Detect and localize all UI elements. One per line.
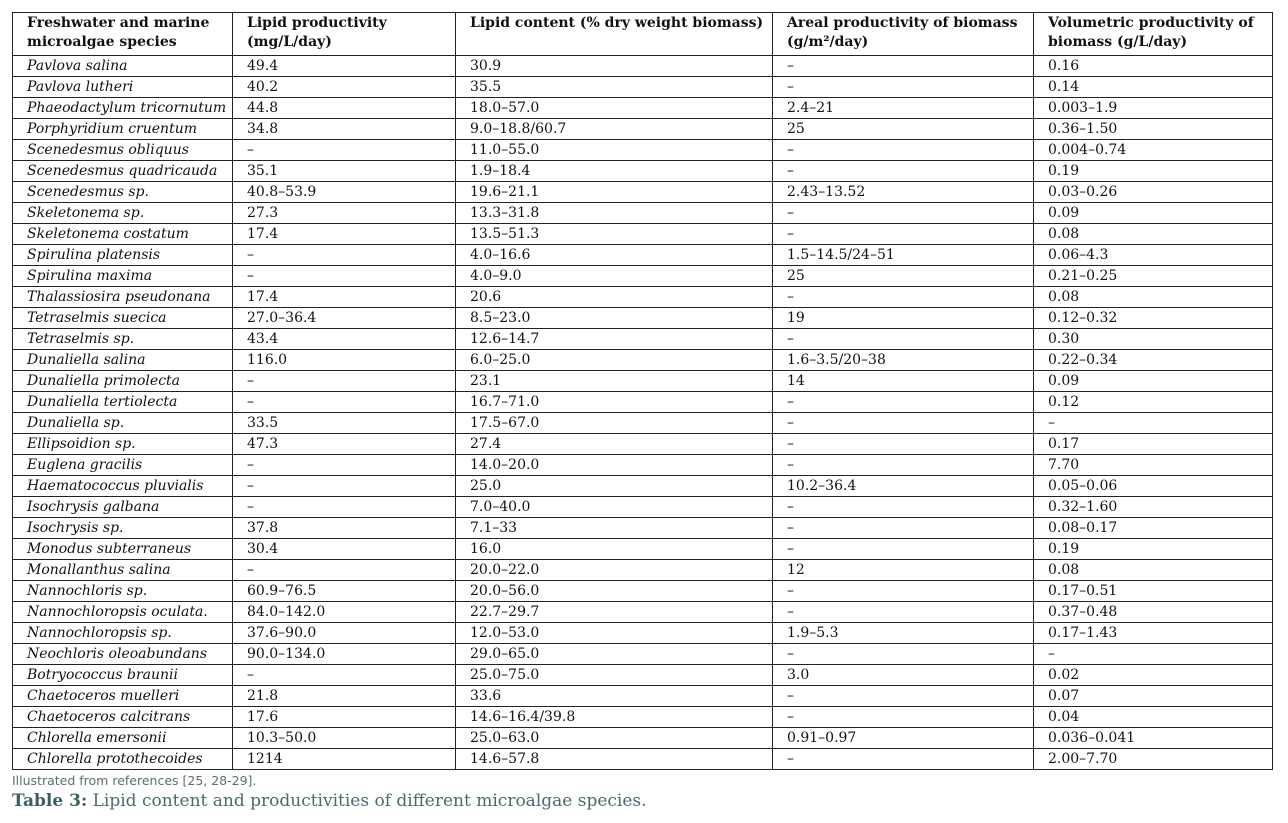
cell-lipid-productivity: – <box>233 455 456 476</box>
cell-areal-productivity: – <box>773 56 1034 77</box>
table-row <box>13 707 1273 728</box>
cell-areal-productivity: 14 <box>773 371 1034 392</box>
cell-volumetric-productivity: 0.37–0.48 <box>1034 602 1273 623</box>
cell-volumetric-productivity: 0.36–1.50 <box>1034 119 1273 140</box>
cell-lipid-content: 30.9 <box>456 56 773 77</box>
cell-species: Chlorella protothecoides <box>13 749 233 770</box>
header-lipid-productivity: Lipid productivity (mg/L/day) <box>233 13 456 56</box>
cell-species: Pavlova lutheri <box>13 77 233 98</box>
table-row <box>13 749 1273 770</box>
table-row <box>13 266 1273 287</box>
cell-areal-productivity: – <box>773 707 1034 728</box>
cell-lipid-productivity: – <box>233 245 456 266</box>
table-row <box>13 560 1273 581</box>
cell-species: Tetraselmis suecica <box>13 308 233 329</box>
table-row <box>13 182 1273 203</box>
cell-volumetric-productivity: 2.00–7.70 <box>1034 749 1273 770</box>
table-row <box>13 119 1273 140</box>
table-row <box>13 665 1273 686</box>
table-row <box>13 308 1273 329</box>
cell-lipid-productivity: 60.9–76.5 <box>233 581 456 602</box>
cell-lipid-productivity: 90.0–134.0 <box>233 644 456 665</box>
table-row <box>13 287 1273 308</box>
cell-lipid-content: 25.0–75.0 <box>456 665 773 686</box>
cell-lipid-content: 4.0–9.0 <box>456 266 773 287</box>
cell-lipid-content: 8.5–23.0 <box>456 308 773 329</box>
cell-species: Isochrysis galbana <box>13 497 233 518</box>
cell-lipid-content: 20.0–56.0 <box>456 581 773 602</box>
cell-areal-productivity: – <box>773 434 1034 455</box>
table-row <box>13 140 1273 161</box>
cell-species: Pavlova salina <box>13 56 233 77</box>
cell-areal-productivity: 25 <box>773 119 1034 140</box>
cell-lipid-productivity: 1214 <box>233 749 456 770</box>
cell-species: Chaetoceros calcitrans <box>13 707 233 728</box>
cell-lipid-productivity: 37.8 <box>233 518 456 539</box>
table-row <box>13 644 1273 665</box>
cell-lipid-productivity: 17.4 <box>233 224 456 245</box>
cell-lipid-productivity: 21.8 <box>233 686 456 707</box>
cell-lipid-content: 7.0–40.0 <box>456 497 773 518</box>
cell-volumetric-productivity: 0.14 <box>1034 77 1273 98</box>
cell-lipid-productivity: – <box>233 371 456 392</box>
cell-lipid-productivity: 49.4 <box>233 56 456 77</box>
cell-species: Botryococcus braunii <box>13 665 233 686</box>
cell-species: Chlorella emersonii <box>13 728 233 749</box>
cell-lipid-productivity: – <box>233 476 456 497</box>
table-row <box>13 497 1273 518</box>
table-row <box>13 686 1273 707</box>
cell-species: Porphyridium cruentum <box>13 119 233 140</box>
header-lipid-content: Lipid content (% dry weight biomass) <box>456 13 773 56</box>
cell-lipid-content: 27.4 <box>456 434 773 455</box>
cell-species: Spirulina platensis <box>13 245 233 266</box>
cell-lipid-content: 16.0 <box>456 539 773 560</box>
cell-lipid-content: 25.0–63.0 <box>456 728 773 749</box>
table-row <box>13 98 1273 119</box>
cell-lipid-content: 1.9–18.4 <box>456 161 773 182</box>
cell-areal-productivity: 25 <box>773 266 1034 287</box>
cell-lipid-productivity: – <box>233 392 456 413</box>
cell-volumetric-productivity: 0.003–1.9 <box>1034 98 1273 119</box>
cell-areal-productivity: – <box>773 749 1034 770</box>
cell-lipid-productivity: 47.3 <box>233 434 456 455</box>
cell-species: Nannochloropsis oculata. <box>13 602 233 623</box>
cell-species: Monodus subterraneus <box>13 539 233 560</box>
cell-volumetric-productivity: 0.19 <box>1034 539 1273 560</box>
table-row <box>13 371 1273 392</box>
microalgae-table <box>12 12 1273 770</box>
table-row <box>13 623 1273 644</box>
cell-volumetric-productivity: 0.08 <box>1034 560 1273 581</box>
cell-lipid-content: 17.5–67.0 <box>456 413 773 434</box>
cell-lipid-productivity: 40.8–53.9 <box>233 182 456 203</box>
cell-species: Tetraselmis sp. <box>13 329 233 350</box>
table-row <box>13 245 1273 266</box>
cell-lipid-content: 6.0–25.0 <box>456 350 773 371</box>
cell-species: Scenedesmus quadricauda <box>13 161 233 182</box>
cell-species: Monallanthus salina <box>13 560 233 581</box>
table-header-row <box>13 13 1273 56</box>
cell-lipid-content: 14.6–16.4/39.8 <box>456 707 773 728</box>
header-species: Freshwater and marine microalgae species <box>13 13 233 56</box>
cell-lipid-productivity: 17.4 <box>233 287 456 308</box>
cell-species: Phaeodactylum tricornutum <box>13 98 233 119</box>
cell-volumetric-productivity: 0.16 <box>1034 56 1273 77</box>
cell-volumetric-productivity: 0.09 <box>1034 371 1273 392</box>
cell-lipid-productivity: 43.4 <box>233 329 456 350</box>
cell-lipid-productivity: 10.3–50.0 <box>233 728 456 749</box>
cell-volumetric-productivity: 0.08 <box>1034 224 1273 245</box>
cell-species: Dunaliella tertiolecta <box>13 392 233 413</box>
cell-lipid-content: 20.6 <box>456 287 773 308</box>
cell-volumetric-productivity: 0.12 <box>1034 392 1273 413</box>
cell-volumetric-productivity: 0.12–0.32 <box>1034 308 1273 329</box>
cell-volumetric-productivity: 0.04 <box>1034 707 1273 728</box>
cell-lipid-content: 16.7–71.0 <box>456 392 773 413</box>
cell-areal-productivity: – <box>773 413 1034 434</box>
table-row <box>13 476 1273 497</box>
caption-text: Lipid content and productivities of different microalgae species. <box>87 791 647 811</box>
cell-lipid-productivity: 17.6 <box>233 707 456 728</box>
cell-lipid-content: 12.0–53.0 <box>456 623 773 644</box>
table-row <box>13 434 1273 455</box>
document <box>12 12 1272 812</box>
cell-areal-productivity: 3.0 <box>773 665 1034 686</box>
cell-volumetric-productivity: 0.06–4.3 <box>1034 245 1273 266</box>
cell-volumetric-productivity: 0.17–1.43 <box>1034 623 1273 644</box>
table-row <box>13 77 1273 98</box>
caption-label: Table 3: <box>12 791 88 811</box>
cell-species: Dunaliella salina <box>13 350 233 371</box>
cell-lipid-productivity: – <box>233 266 456 287</box>
cell-areal-productivity: – <box>773 329 1034 350</box>
cell-lipid-productivity: – <box>233 497 456 518</box>
cell-areal-productivity: 12 <box>773 560 1034 581</box>
cell-areal-productivity: 10.2–36.4 <box>773 476 1034 497</box>
cell-species: Spirulina maxima <box>13 266 233 287</box>
cell-volumetric-productivity: 0.09 <box>1034 203 1273 224</box>
table-note: Illustrated from references [25, 28-29]. <box>12 773 257 788</box>
cell-areal-productivity: 2.43–13.52 <box>773 182 1034 203</box>
cell-volumetric-productivity: 0.30 <box>1034 329 1273 350</box>
cell-areal-productivity: – <box>773 287 1034 308</box>
table-row <box>13 56 1273 77</box>
cell-lipid-productivity: 27.0–36.4 <box>233 308 456 329</box>
cell-areal-productivity: 0.91–0.97 <box>773 728 1034 749</box>
cell-volumetric-productivity: 0.036–0.041 <box>1034 728 1273 749</box>
table-row <box>13 455 1273 476</box>
cell-areal-productivity: 2.4–21 <box>773 98 1034 119</box>
cell-lipid-content: 14.6–57.8 <box>456 749 773 770</box>
cell-lipid-content: 19.6–21.1 <box>456 182 773 203</box>
cell-lipid-content: 12.6–14.7 <box>456 329 773 350</box>
cell-species: Thalassiosira pseudonana <box>13 287 233 308</box>
cell-species: Chaetoceros muelleri <box>13 686 233 707</box>
cell-areal-productivity: – <box>773 539 1034 560</box>
cell-lipid-content: 25.0 <box>456 476 773 497</box>
cell-volumetric-productivity: 7.70 <box>1034 455 1273 476</box>
cell-volumetric-productivity: – <box>1034 413 1273 434</box>
header-areal-productivity: Areal productivity of biomass (g/m²/day) <box>773 13 1034 56</box>
cell-species: Euglena gracilis <box>13 455 233 476</box>
cell-volumetric-productivity: 0.08 <box>1034 287 1273 308</box>
cell-lipid-productivity: 44.8 <box>233 98 456 119</box>
cell-lipid-productivity: – <box>233 560 456 581</box>
cell-areal-productivity: – <box>773 602 1034 623</box>
table-row <box>13 350 1273 371</box>
cell-areal-productivity: – <box>773 644 1034 665</box>
cell-species: Isochrysis sp. <box>13 518 233 539</box>
cell-areal-productivity: – <box>773 77 1034 98</box>
cell-volumetric-productivity: 0.32–1.60 <box>1034 497 1273 518</box>
cell-species: Neochloris oleoabundans <box>13 644 233 665</box>
cell-lipid-content: 29.0–65.0 <box>456 644 773 665</box>
cell-lipid-productivity: – <box>233 665 456 686</box>
cell-lipid-content: 35.5 <box>456 77 773 98</box>
cell-lipid-content: 11.0–55.0 <box>456 140 773 161</box>
table-row <box>13 539 1273 560</box>
cell-species: Nannochloris sp. <box>13 581 233 602</box>
cell-volumetric-productivity: 0.03–0.26 <box>1034 182 1273 203</box>
table-row <box>13 329 1273 350</box>
cell-lipid-productivity: 35.1 <box>233 161 456 182</box>
cell-areal-productivity: – <box>773 203 1034 224</box>
cell-species: Nannochloropsis sp. <box>13 623 233 644</box>
cell-volumetric-productivity: 0.17 <box>1034 434 1273 455</box>
cell-areal-productivity: – <box>773 455 1034 476</box>
cell-lipid-productivity: 33.5 <box>233 413 456 434</box>
table-row <box>13 392 1273 413</box>
cell-areal-productivity: – <box>773 392 1034 413</box>
cell-lipid-content: 20.0–22.0 <box>456 560 773 581</box>
cell-volumetric-productivity: 0.02 <box>1034 665 1273 686</box>
cell-species: Scenedesmus sp. <box>13 182 233 203</box>
table-caption <box>12 790 1272 812</box>
table-row <box>13 602 1273 623</box>
header-volumetric-productivity: Volumetric productivity of biomass (g/L/day) <box>1034 13 1273 56</box>
cell-areal-productivity: 1.6–3.5/20–38 <box>773 350 1034 371</box>
table-row <box>13 203 1273 224</box>
cell-lipid-content: 13.5–51.3 <box>456 224 773 245</box>
table-row <box>13 161 1273 182</box>
cell-lipid-content: 33.6 <box>456 686 773 707</box>
cell-volumetric-productivity: 0.004–0.74 <box>1034 140 1273 161</box>
cell-areal-productivity: – <box>773 518 1034 539</box>
cell-volumetric-productivity: 0.21–0.25 <box>1034 266 1273 287</box>
cell-areal-productivity: – <box>773 686 1034 707</box>
cell-areal-productivity: – <box>773 497 1034 518</box>
cell-areal-productivity: – <box>773 581 1034 602</box>
table-row <box>13 224 1273 245</box>
cell-lipid-productivity: 84.0–142.0 <box>233 602 456 623</box>
cell-species: Ellipsoidion sp. <box>13 434 233 455</box>
cell-volumetric-productivity: 0.07 <box>1034 686 1273 707</box>
table-body <box>13 56 1273 770</box>
table-row <box>13 581 1273 602</box>
cell-species: Skeletonema costatum <box>13 224 233 245</box>
cell-lipid-productivity: 37.6–90.0 <box>233 623 456 644</box>
cell-lipid-content: 9.0–18.8/60.7 <box>456 119 773 140</box>
cell-lipid-productivity: 116.0 <box>233 350 456 371</box>
cell-volumetric-productivity: 0.05–0.06 <box>1034 476 1273 497</box>
cell-lipid-productivity: – <box>233 140 456 161</box>
cell-species: Scenedesmus obliquus <box>13 140 233 161</box>
cell-areal-productivity: 1.5–14.5/24–51 <box>773 245 1034 266</box>
table-row <box>13 413 1273 434</box>
cell-lipid-content: 18.0–57.0 <box>456 98 773 119</box>
cell-lipid-content: 22.7–29.7 <box>456 602 773 623</box>
cell-areal-productivity: – <box>773 224 1034 245</box>
cell-volumetric-productivity: 0.17–0.51 <box>1034 581 1273 602</box>
cell-species: Skeletonema sp. <box>13 203 233 224</box>
cell-lipid-productivity: 34.8 <box>233 119 456 140</box>
cell-lipid-content: 13.3–31.8 <box>456 203 773 224</box>
cell-lipid-productivity: 27.3 <box>233 203 456 224</box>
cell-species: Haematococcus pluvialis <box>13 476 233 497</box>
cell-species: Dunaliella sp. <box>13 413 233 434</box>
cell-species: Dunaliella primolecta <box>13 371 233 392</box>
cell-areal-productivity: – <box>773 161 1034 182</box>
cell-areal-productivity: – <box>773 140 1034 161</box>
cell-lipid-content: 23.1 <box>456 371 773 392</box>
cell-lipid-productivity: 30.4 <box>233 539 456 560</box>
cell-areal-productivity: 19 <box>773 308 1034 329</box>
table-row <box>13 518 1273 539</box>
table-row <box>13 728 1273 749</box>
cell-lipid-content: 14.0–20.0 <box>456 455 773 476</box>
cell-areal-productivity: 1.9–5.3 <box>773 623 1034 644</box>
cell-volumetric-productivity: 0.22–0.34 <box>1034 350 1273 371</box>
cell-volumetric-productivity: 0.19 <box>1034 161 1273 182</box>
cell-lipid-content: 4.0–16.6 <box>456 245 773 266</box>
cell-volumetric-productivity: – <box>1034 644 1273 665</box>
cell-lipid-productivity: 40.2 <box>233 77 456 98</box>
cell-lipid-content: 7.1–33 <box>456 518 773 539</box>
cell-volumetric-productivity: 0.08–0.17 <box>1034 518 1273 539</box>
